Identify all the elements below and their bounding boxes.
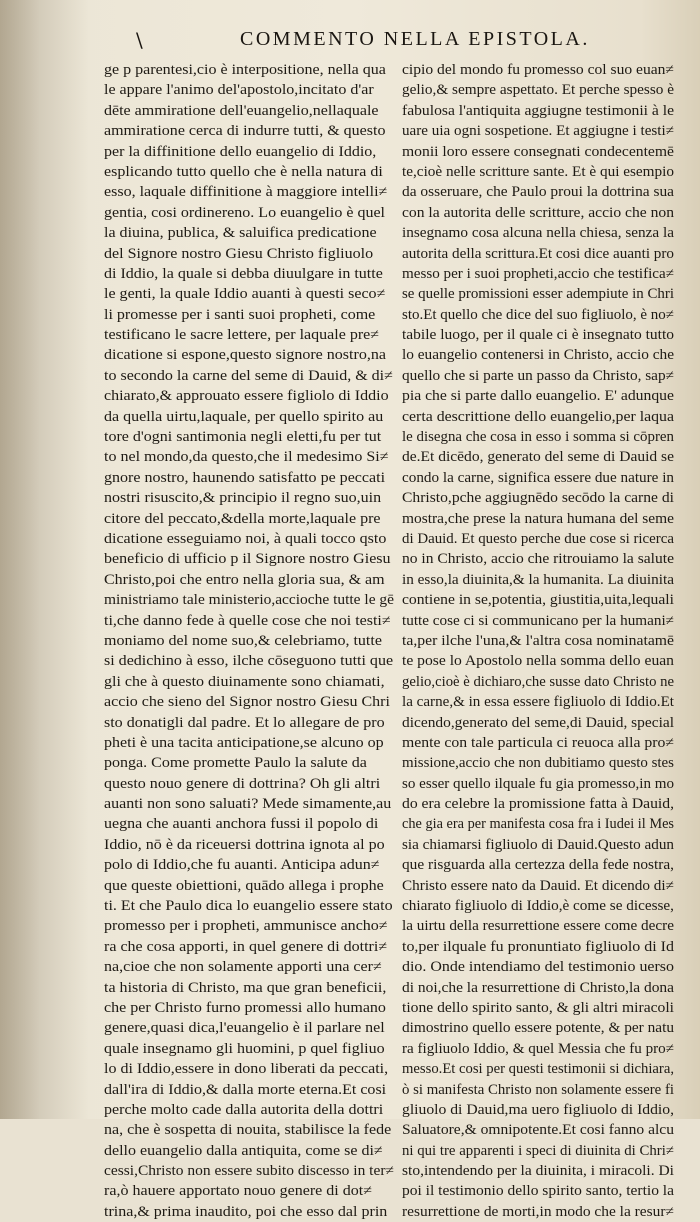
page-header [0, 22, 700, 58]
text-line: li promesse per i santi suoi propheti, come [104, 306, 376, 323]
text-line: per la diffinitione dello euangelio di Iddio, [104, 143, 377, 160]
text-line: quello che si parte un passo da Christo, sap≠ [402, 367, 674, 384]
text-line: chiarato figliuolo di Iddio,è come se dicesse, [402, 898, 674, 915]
text-line: ti,che danno fede à quelle cose che noi testi≠ [104, 612, 391, 629]
text-line: ra che cosa apporti, in quel genere di dottri≠ [104, 938, 388, 955]
text-line: ni qui tre apparenti i speci di diuinita di Chri≠ [402, 1142, 674, 1159]
text-line: gnore nostro, haunendo satisfatto pe peccati [104, 469, 386, 486]
text-line: gelio,cioè è dichiaro,che susse dato Christo ne [402, 673, 674, 690]
text-line: dicatione esseguiamo noi, à quali tocco qsto [104, 530, 387, 547]
text-line: to nel mondo,da questo,che il medesimo Si≠ [104, 449, 389, 466]
text-line: de.Et dicēdo, generato del seme di Dauid se [402, 449, 674, 466]
text-line: dello euangelio dalla antiquita, come se di≠ [104, 1142, 383, 1159]
text-line: sto,intendendo per la diuinita, i miracoli. Di [402, 1163, 674, 1180]
text-line: dio. Onde intendiamo del testimonio uerso [402, 959, 674, 976]
text-line: ammiratione cerca di indurre tutti, & questo [104, 123, 386, 140]
text-line: so esser quello ilquale fu gia promesso,in mo [402, 775, 674, 792]
text-line: moniamo del nome suo,& celebriamo, tutte [104, 632, 382, 649]
text-line: si dedichino à esso, ilche cōseguono tutti que [104, 653, 394, 670]
text-line: se quelle promissioni esser adempiute in Chri [402, 286, 674, 303]
text-line: di noi,che la resurrettione di Christo,la dona [402, 979, 674, 996]
text-line: cessi,Christo non essere subito discesso in ter≠ [104, 1163, 394, 1180]
text-line: di Dauid. Et questo perche due cose si ricerca [402, 530, 674, 547]
text-line: esplicando tutto quello che è nella natura di [104, 163, 383, 180]
text-line: ra figliuolo Iddio, & quel Messia che fu pro≠ [402, 1040, 674, 1057]
text-line: dicendo,generato del seme,di Dauid, special [402, 714, 674, 731]
text-line: poi il testimonio dello spirito santo, tertio la [402, 1183, 674, 1200]
text-line: ta historia di Christo, ma que gran beneficii, [104, 979, 387, 996]
text-line: resurrettione de morti,in modo che la resur≠ [402, 1203, 674, 1220]
text-line: dall'ira di Iddio,& dalla morte eterna.Et cosi [104, 1081, 387, 1098]
text-line: gliuolo di Dauid,ma uero figliuolo di Iddio, [402, 1101, 674, 1118]
running-head: COMMENTO NELLA EPISTOLA. [240, 28, 590, 50]
text-line: esso, laquale diffinitione à maggiore intelli≠ [104, 184, 388, 201]
text-line: da osseruare, che Paulo proui la dottrina sua [402, 184, 674, 201]
text-line: gelio,& sempre aspettato. Et perche spesso è [402, 82, 674, 99]
text-line: messo.Et cosi per questi testimonii si dichiara, [402, 1061, 674, 1078]
text-line: questo nouo genere di dottrina? Oh gli altri [104, 775, 381, 792]
text-line: polo di Iddio,che fu auanti. Anticipa adun≠ [104, 857, 380, 874]
text-line: tabile luogo, per il quale ci è insegnato tutto [402, 327, 674, 344]
text-line: certa descrittione dello euangelio,per laqua [402, 408, 674, 425]
text-line: dicatione si espone,questo signore nostro,na [104, 347, 386, 364]
text-line: monii loro essere consegnati condecentemē [402, 143, 674, 160]
right-text-column [402, 60, 674, 1220]
text-line: autorita della scrittura.Et cosi dice auanti pro [402, 245, 674, 262]
text-line: Saluatore,& omnipotente.Et cosi fanno alcu [402, 1122, 674, 1139]
text-line: trina,& prima inaudito, poi che esso dal prin [104, 1203, 388, 1220]
text-line: dēte ammiratione dell'euangelio,nellaquale [104, 102, 379, 119]
text-line: ra,ò hauere apportato nouo genere di dot≠ [104, 1183, 373, 1200]
text-line: la carne,& in essa essere figliuolo di Iddio.Et [402, 694, 674, 711]
text-line: accio che sieno del Signor nostro Giesu Chri [104, 694, 390, 711]
folio-mark: \ [136, 28, 143, 52]
text-line: la diuina, publica, & saluifica predicatione [104, 225, 377, 242]
text-line: le disegna che cosa in esso i somma si cōpren [402, 429, 674, 446]
text-line: promesso per i propheti, ammunisce ancho≠ [104, 918, 388, 935]
text-line: uare uia ogni sospetione. Et aggiugne i testi≠ [402, 123, 674, 140]
text-line: le genti, la quale Iddio auanti à questi seco≠ [104, 286, 386, 303]
text-line: to,per ilquale fu pronuntiato figliuolo di Id [402, 938, 674, 955]
text-line: no in Christo, accio che ritrouiamo la salute [402, 551, 674, 568]
text-line: sia chiamarsi figliuolo di Dauid.Questo adun [402, 836, 674, 853]
text-line: insegnamo cosa alcuna nella chiesa, senza la [402, 225, 674, 242]
text-line: dimostrino quello essere potente, & per natu [402, 1020, 674, 1037]
text-line: testificano le sacre lettere, per laquale pre≠ [104, 327, 380, 344]
text-line: che gia era per manifesta cosa fra i Iudei il Mes [402, 816, 674, 833]
text-line: uegna che auanti anchora fussi il popolo di [104, 816, 379, 833]
text-line: tore d'ogni santimonia negli eletti,fu per tut [104, 429, 382, 446]
text-line: del Signore nostro Giesu Christo figliuolo [104, 245, 374, 262]
text-line: tione dello spirito santo, & gli altri miracoli [402, 999, 674, 1016]
left-text-column [104, 60, 394, 1220]
text-line: da quella uirtu,laquale, per quello spirito au [104, 408, 384, 425]
text-line: di Iddio, la quale si debba diuulgare in tutte [104, 265, 383, 282]
text-line: che per Christo furno promessi allo humano [104, 999, 386, 1016]
text-line: perche molto cade dalla autorita della dottri [104, 1101, 384, 1118]
text-line: Christo,pche aggiugnēdo secōdo la carne di [402, 490, 674, 507]
text-line: ge p parentesi,cio è interpositione, nella qua [104, 62, 386, 78]
text-line: gentia, cosi ordinereno. Lo euangelio è quel [104, 204, 386, 221]
text-line: messo per i suoi propheti,accio che testifica≠ [402, 265, 674, 282]
text-line: ponga. Come promette Paulo la salute da [104, 755, 367, 772]
gutter-shadow [0, 0, 90, 1119]
text-line: missione,accio che non dubitiamo questo stes [402, 755, 674, 772]
text-line: lo di Iddio,essere in dono liberati da peccati, [104, 1061, 389, 1078]
text-line: quale insegnamo gli huomini, p quel figliuo [104, 1040, 385, 1057]
text-line: ò si manifesta Christo non solamente essere fi [402, 1081, 674, 1098]
text-line: pheti è una tacita anticipatione,se alcuno op [104, 734, 384, 751]
text-line: beneficio di ufficio p il Signore nostro Giesu [104, 551, 391, 568]
text-line: gli che à questo diuinamente sono chiamati, [104, 673, 385, 690]
text-line: ta,per ilche l'una,& l'altra cosa nominatamē [402, 632, 674, 649]
text-line: auanti non sono saluati? Mede simamente,au [104, 796, 392, 813]
text-line: contiene in se,potentia, giustitia,uita,lequali [402, 592, 674, 609]
text-line: nostri risuscito,& principio il regno suo,uin [104, 490, 382, 507]
text-line: do era celebre la promissione fatta à Dauid, [402, 796, 674, 813]
text-line: le appare l'animo del'apostolo,incitato d'ar [104, 82, 374, 99]
text-line: citore del peccato,&della morte,laquale pre [104, 510, 381, 527]
text-line: la uirtu della resurrettione essere come decre [402, 918, 674, 935]
text-line: na,cioe che non solamente apporti una cer≠ [104, 959, 382, 976]
text-line: te,cioè nelle scritture sante. Et è qui esempio [402, 163, 674, 180]
text-line: sto.Et quello che dice del suo figliuolo, è no≠ [402, 306, 674, 323]
text-line: con la autorita delle scritture, accio che non [402, 204, 674, 221]
text-line: in esso,la diuinita,& la humanita. La diuinita [402, 571, 674, 588]
text-line: mente con tale particula ci reuoca alla pro≠ [402, 734, 674, 751]
text-line: to secondo la carne del seme di Dauid, & di≠ [104, 367, 393, 384]
text-line: fabulosa l'antiquita aggiugne testimonii à le [402, 102, 674, 119]
text-line: genere,quasi dica,l'euangelio è il parlare nel [104, 1020, 385, 1037]
text-line: Christo,poi che entro nella gloria sua, & am [104, 571, 385, 588]
text-line: cipio del mondo fu promesso col suo euan≠ [402, 62, 674, 78]
text-line: Christo essere nato da Dauid. Et dicendo di≠ [402, 877, 674, 894]
text-line: sto donatigli dal padre. Et lo allegare de pro [104, 714, 385, 731]
text-line: condo la carne, significa essere due nature in [402, 469, 674, 486]
text-line: chiarato,& approuato essere figliolo di Iddio [104, 388, 389, 405]
text-line: que queste obiettioni, quādo allega i prophe [104, 877, 384, 894]
text-line: Iddio, nō è da riceuersi dottrina ignota al po [104, 836, 385, 853]
text-line: pia che si parte dallo euangelio. E' adunque [402, 388, 674, 405]
text-line: mostra,che prese la natura humana del seme [402, 510, 674, 527]
text-line: lo euangelio contenersi in Christo, accio che [402, 347, 674, 364]
text-line: ti. Et che Paulo dica lo euangelio essere stato [104, 898, 393, 915]
text-line: ministriamo tale ministerio,accioche tutte le gē [104, 592, 394, 609]
text-line: que risguarda alla certezza della fede nostra, [402, 857, 674, 874]
text-line: te pose lo Apostolo nella somma dello euan [402, 653, 674, 670]
text-line: tutte cose ci si communicano per la humani≠ [402, 612, 674, 629]
text-line: na, che è sospetta di nouita, stabilisce la fede [104, 1122, 392, 1139]
